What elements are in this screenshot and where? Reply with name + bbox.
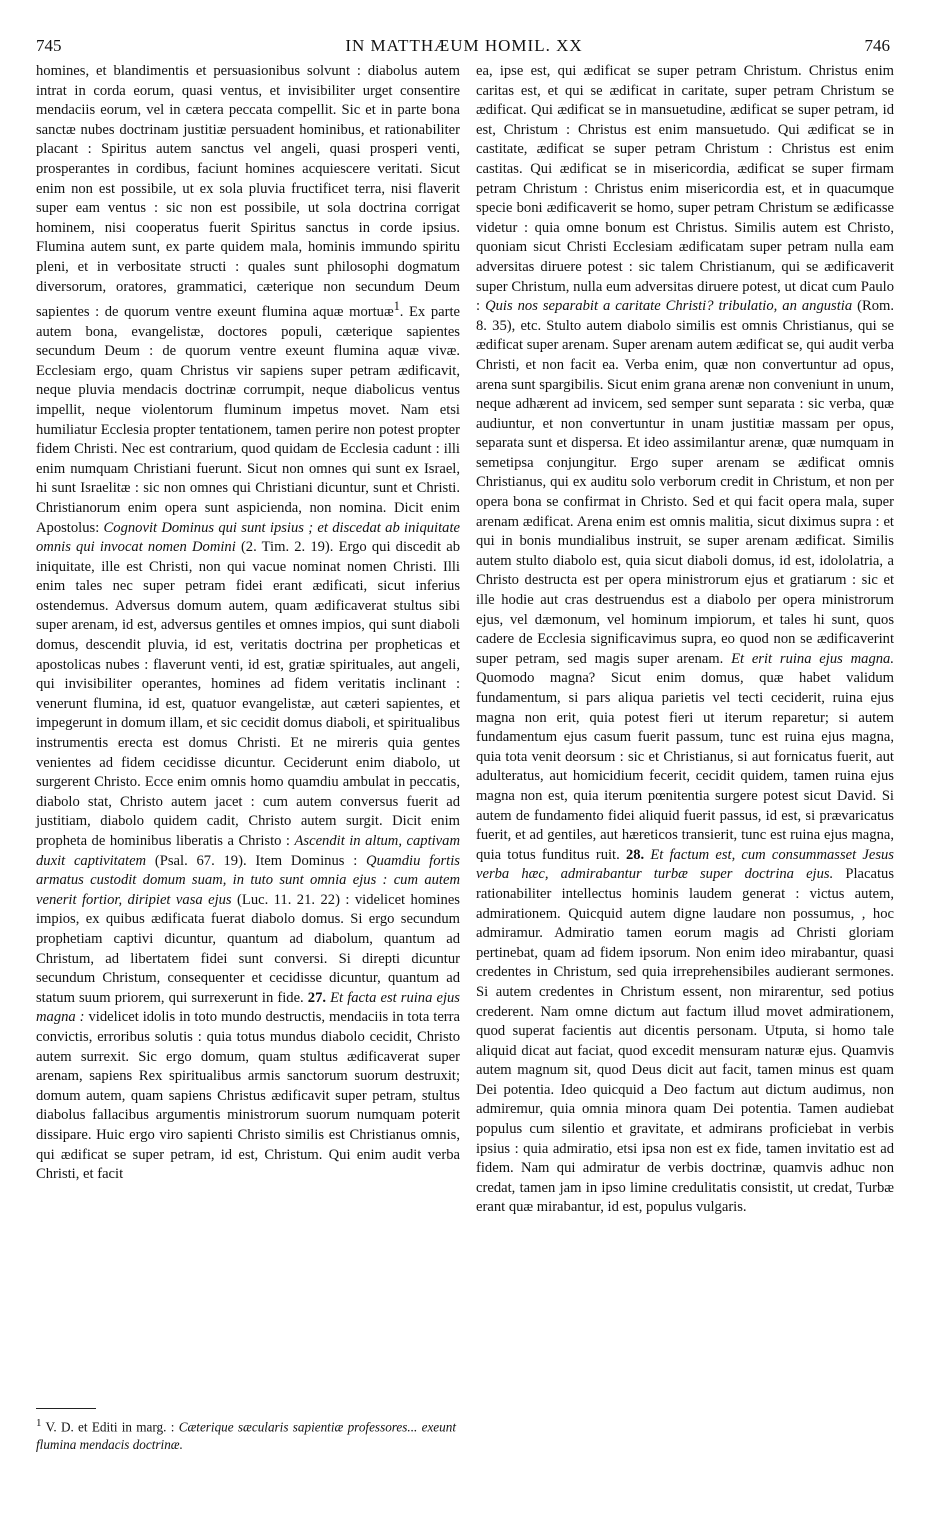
left-column-text xyxy=(36,62,460,1185)
running-head xyxy=(36,36,892,60)
page-number-left: 745 xyxy=(36,36,62,55)
text-run: videlicet homines impios, ex quibus ædificata fuerat diabolo domus. Si ergo secundum prophetiam captivi dicuntur, quantum ad diabolum, quantum ad Christum, ad libertatem fidei sunt conversi. Si direpti dicuntur secundum Christum, consequenter et cecidisse dicuntur, quantum ad statum suum priorem, qui surrexerunt in fide. xyxy=(36,891,460,1006)
scripture-quote: Cognovit Dominus qui sunt ipsius ; et discedat ab iniquitate omnis qui invocat nomen Domini xyxy=(36,519,460,556)
scripture-reference: (Rom. 8. 35), xyxy=(476,298,895,334)
footnote-lead: V. D. et Editi in marg. : xyxy=(45,1419,175,1435)
text-run: . Ex parte autem bona, evangelistæ, doctores populi, cæterique sapientes secundum Deum : de quorum ventre exeunt flumina aquæ vivæ. Ecclesiam ergo, quam Christus vir sapiens super petram ædificavit, neque pluvia mendacis doctrinæ corrumpit, neque diabolicus ventus impellit, neque violentorum fluminum impetus movet. Nam etsi humiliatur Ecclesia propter tentationem, tamen perire non potest propter fidem Christi. Nec est contrarium, quod quidam de Ecclesia cadunt : illi enim numquam Christiani fuerunt. Sicut non omnes qui sunt ex Israel, hi sunt Israelitæ : sic non omnes qui Christiani dicuntur, sunt et Christi. Christianorum enim opera sunt aspicienda, non nomina. Dicit enim Apostolus: xyxy=(36,303,460,536)
page-number-right: 746 xyxy=(864,36,890,55)
running-title: IN MATTHÆUM HOMIL. XX xyxy=(345,36,583,55)
scripture-quote: Quis nos separabit a caritate Christi? tribulatio, an angustia xyxy=(485,298,853,315)
text-run: Item Dominus : xyxy=(255,852,358,869)
verse-number: 27. xyxy=(307,989,327,1006)
footnote-rule xyxy=(36,1408,96,1409)
scripture-quote: Ascendit in altum, captivam duxit captivitatem xyxy=(36,833,460,869)
text-run: Ergo qui discedit ab iniquitate, ille est Christi, non qui vacue nominat nomen Christi. Illi enim tales nec super petram fidei erant ædificati, sicut inferius ostendemus. Adversus domum autem, quam ædificaverat stultus sibi super arenam, id est, adversus gentiles et omnes impios, qui sunt diaboli domus, descendit pluvia, id est, veritatis doctrina per propheticas et apostolicas nubes : flaverunt venti, id est, gratiæ spirituales, aut angeli, qui invisibiliter operantes, homines ad fidem veritatis inclinant : venerunt flumina, id est, quatuor evangelistæ, aut cæteri sapientes, et impegerunt in domum illam, et sic cecidit domus diaboli, et spiritualibus instrumentis erecta est domus Christi. Et ne mireris quia gentes venientes ad fidem cecidisse dicuntur. Ceciderunt enim diabolo, ut surgerent Christo. Ecce enim omnis homo quamdiu ambulat in peccatis, diabolo stat, Christo autem jacet : cum autem conversus fuerit ad justitiam, diabolo quidem cadit, Christo autem surgit. Dicit enim propheta de hominibus liberatis a Christo : xyxy=(36,539,460,850)
text-run: Placatus rationabiliter intellectus hominis laudem generat : victus autem, admirationem. Quicquid autem digne laudare non possumus, , hoc admiramur. Admiratio tamen eorum magis ad Christi gloriam pertinebat, quam ad fidem ipsorum. Non enim ideo mirabantur, quasi credentes in Christum, sed quia irreprehensibiles audierant sermones. Si autem credentes in Christum essent, non mirarentur, sed potius crederent. Nam omne dictum aut factum illud movet admirationem, quod superat facientis aut dicentis personam. Utputa, si homo tale aliquid dicat aut faciat, quod excedit mensuram naturæ ejus. Quamvis autem magnum sit, quod Deus dicit aut facit, tamen minus est quam Dei potentia. Ideo quicquid a Deo factum aut dictum audimus, non admiremur, quia omnia minora quam Dei potentia. Tamen audiebat populus cum silentio et gravitate, et admirans proficiebat in verbis ipsius : quia admiratio, etsi ipsa non est ex fide, tamen invitatio est ad fidem. Nam qui admiratur de verbis doctrinæ, quamvis adhuc non credat, tamen jam in ipso limine credulitatis consistit, ut credat, Turbæ erant quæ mirabantur, id est, populus vulgaris. xyxy=(476,866,894,1216)
text-run: videlicet idolis in toto mundo destructis, mendaciis in tota terra convictis, erroribus solutis : quia totus mundus diabolo cecidit, Christo autem surrexit. Sic ergo domum, quam stultus ædificaverat super arenam, sapiens Rex spiritualibus armis sanctorum suorum destruxit; domum autem, quam sapiens Christus ædificavit super petram, stultus diabolus fallacibus argumentis ministrorum suorum numquam poterit dissipare. Huic ergo viro sapienti Christo similis est Christianus omnis, qui ædificat se super petram, id est, Christum. Qui enim audit verba Christi, et facit xyxy=(36,1009,460,1183)
footnote xyxy=(36,1414,456,1454)
verse-number: 28. xyxy=(625,846,645,863)
scripture-reference: (Psal. 67. 19). xyxy=(154,852,247,869)
left-column xyxy=(36,62,460,1185)
verse-quote: Et erit ruina ejus magna. xyxy=(731,650,894,667)
scripture-reference: (Luc. 11. 21. 22) : xyxy=(237,891,350,908)
text-run: etc. Stulto autem diabolo similis est omnis Christianus, qui se ædificat super arenam. Super arenam autem ædificat se, qui audit verba Christi, et non facit ea. Verba enim, quæ non convertuntur ad opus, arena sunt spargibilis. Sicut enim grana arenæ non conveniunt in unum, neque adhærent ad invicem, sed semper sunt separata : sic verba, quæ audiuntur, et non convertuntur in unam justitiæ massam per opus, separata sunt et dispersa. Et ideo assimilantur arenæ, quæ numquam in semetipsa conjungitur. Ergo super arenam se ædificat omnis Christianus, qui ex auditu solo verborum credit in Christum, et non per opera bona se confirmat in Christo. Sed et qui facit opera mala, super arenam ædificat. Arena enim est omnis malitia, sicut diximus supra : et qui in bonis mundialibus instruit, se super arenam ædificat. Similis autem stulto diabolo est, quia sicut diaboli domus, id est, idololatria, a Christo destructa est per opera ministrorum ejus et gratiarum : sic et ille hodie aut cras destruendus est a diabolo per opera ministrorum ejus, vel dæmonum, vel hominum impiorum, et tales hi sunt, quos cadere de Ecclesia significavimus supra, eo quod non se ædificaverint super petram, sed magis super arenam. xyxy=(476,317,895,667)
text-run: Quomodo magna? Sicut enim domus, quæ habet validum fundamentum, si pars aliqua parietis vel tecti ceciderit, ruina ejus magna non erit, quia potest fieri ut iterum reparetur; si autem fundamentum ejus casum fuerit passum, tunc est ruina ejus magna, quia tota venit deorsum : sic et Christianus, si aut fornicatus fuerit, aut adulteratus, aut homicidium fecerit, cecidit quidem, tamen ruina ejus magna non est, quia iterum pœnitentia surgere potest sicut David. Si autem de fundamento fidei aliquid fuerit passus, id est, si prævaricatus fuerit, et ad gentiles, aut hæreticos transierit, tunc est ruina ejus magna, quia totus funditus ruit. xyxy=(476,670,894,863)
text-run: homines, et blandimentis et persuasionibus solvunt : diabolus autem intrat in corda eorum, quasi ventus, et invisibiliter urget consentire mendaciis eorum, vel in cætera peccata compellit. Sic et in parte bona sanctæ nubes doctrinam justitiæ persuadent hominibus, et rationabiliter placant : Spiritus autem sanctus vel angeli, quasi prosperi venti, prosperantes in cordibus, faciunt homines acquiescere veritati. Sicut enim non est possibile, ut ex sola pluvia fructificet terra, nisi flaverit super eam ventus : sic non est possibile, ut sola doctrina corrigat hominem, nisi cooperatus fuerit Spiritus sanctus in corde ipsius. Flumina autem sunt, ex parte quidem mala, hominis immundo spiritu pleni, et in verbositate structi : quales sunt philosophi dogmatum diversorum, oratores, grammatici, cæterique non secundum Deum sapientes : de quorum ventre exeunt flumina aquæ mortuæ xyxy=(36,63,460,320)
footnote-text: Cæterique sæcularis sapientiæ professores... exeunt flumina mendacis doctrinæ. xyxy=(36,1419,456,1453)
right-column-text xyxy=(476,62,894,1218)
footnote-mark: 1 xyxy=(36,1417,42,1429)
scripture-quote: Quamdiu fortis armatus custodit domum suam, in tuto sunt omnia ejus : cum autem venerit fortior, diripiet vasa ejus xyxy=(36,852,460,908)
verse-quote: Et facta est ruina ejus magna : xyxy=(36,989,460,1026)
text-run: ea, ipse est, qui ædificat se super petram Christum. Christus enim caritas est, et qui se ædificat in caritate, super petram Christum se ædificat. Qui ædificat se in mansuetudine, ædificat se super petram, id est, Christum : Christus est enim mansuetudo. Qui ædificat se in castitate, ædificat se super petram Christum : Christus est enim castitas. Qui ædificat se in misericordia, ædificat se super firmam petram Christum : Christus enim misericordia est, et in quacumque specie boni ædificaverit se homo, super petram Christum se ædificasse videtur : quia omne bonum est Christus. Similis autem est Christo, quoniam sicut Christi Ecclesiam ædificatam super petram nulla eam adversitas diruere potest : sic talem Christianum, qui se ædificaverit super Christum, nulla eum adversitas diruere potest, ut dicat cum Paulo : xyxy=(476,63,894,315)
verse-quote: Et factum est, cum consummasset Jesus verba hæc, admirabantur turbæ super doctrina ejus. xyxy=(476,846,894,883)
footnote-reference: 1 xyxy=(393,299,400,314)
right-column xyxy=(476,62,894,1218)
scripture-reference: (2. Tim. 2. 19). xyxy=(240,539,334,556)
